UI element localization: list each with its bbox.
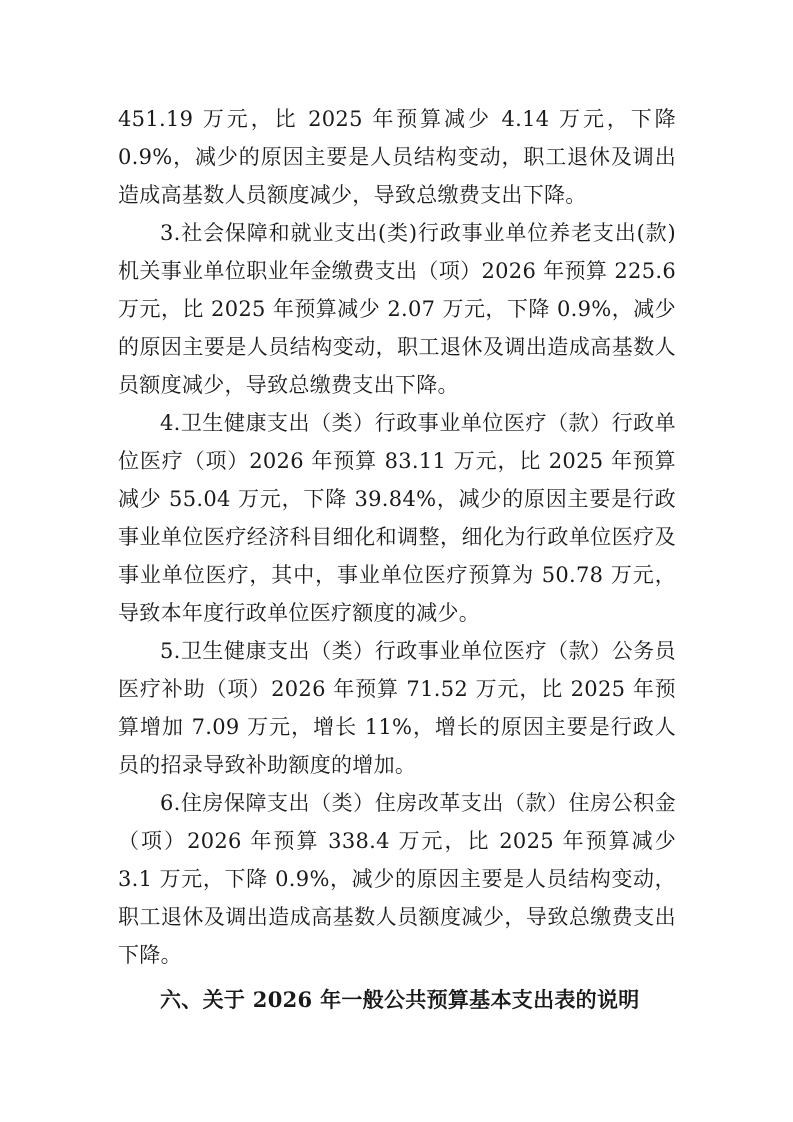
document-body: [118, 100, 676, 974]
paragraph-continuation: 451.19 万元，比 2025 年预算减少 4.14 万元，下降 0.9%，减少的原因主要是人员结构变动，职工退休及调出造成高基数人员额度减少，导致总缴费支出下降。: [118, 107, 676, 207]
section-heading: 六、关于 2026 年一般公共预算基本支出表的说明: [160, 987, 640, 1012]
paragraph-item-6: 6.住房保障支出（类）住房改革支出（款）住房公积金（项）2026 年预算 338.4 万元，比 2025 年预算减少 3.1 万元，下降 0.9%，减少的原因主要是人员结构变动，职工退休及调出造成高基数人员额度减少，导致总缴费支出下降。: [118, 791, 676, 967]
paragraph-item-3: 3.社会保障和就业支出(类)行政事业单位养老支出(款)机关事业单位职业年金缴费支出（项）2026 年预算 225.6 万元，比 2025 年预算减少 2.07 万元，下降 0.9%，减少的原因主要是人员结构变动，职工退休及调出造成高基数人员额度减少，导致总缴费支出下降。: [118, 221, 676, 397]
paragraph-item-5: 5.卫生健康支出（类）行政事业单位医疗（款）公务员医疗补助（项）2026 年预算 71.52 万元，比 2025 年预算增加 7.09 万元，增长 11%，增长的原因主要是行政人员的招录导致补助额度的增加。: [118, 639, 676, 777]
paragraph-item-4: 4.卫生健康支出（类）行政事业单位医疗（款）行政单位医疗（项）2026 年预算 83.11 万元，比 2025 年预算减少 55.04 万元，下降 39.84%，减少的原因主要是行政事业单位医疗经济科目细化和调整，细化为行政单位医疗及事业单位医疗，其中，事业单位医疗预算为 50.78 万元，导致本年度行政单位医疗额度的减少。: [118, 411, 676, 625]
